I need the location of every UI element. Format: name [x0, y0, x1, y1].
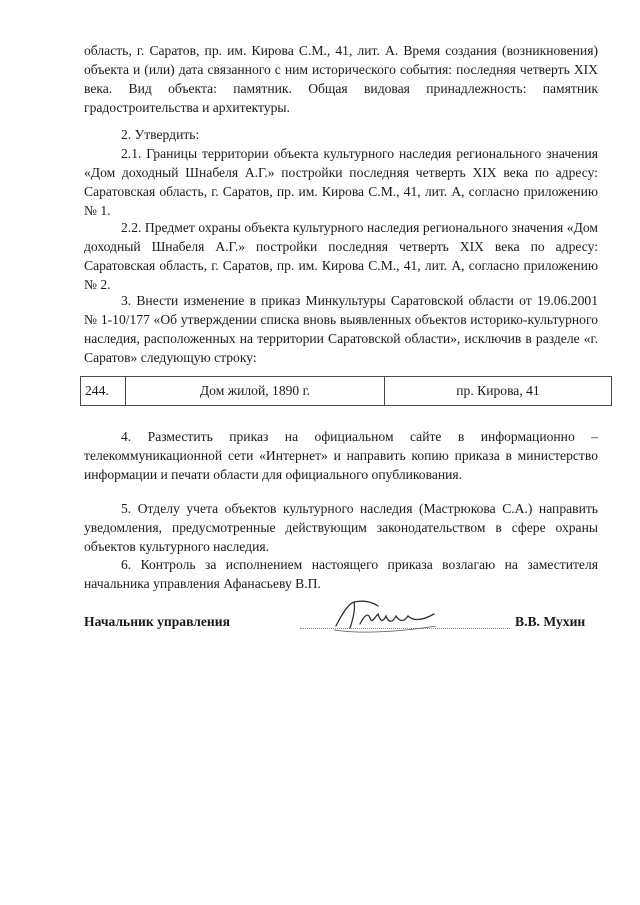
excluded-row-table	[80, 376, 612, 406]
paragraph-3: 3. Внести изменение в приказ Минкультуры Саратовской области от 19.06.2001 № 1-10/177 «Об утверждении списка вновь выявленных объектов историко-культурного наследия, расположенных на территории Саратовской области», исключив в разделе «г. Саратов» следующую строку:	[84, 293, 598, 365]
paragraph-approve: 2. Утвердить:	[121, 127, 200, 142]
paragraph-4: 4. Разместить приказ на официальном сайте в информационно – телекоммуникационной сети «Интернет» и направить копию приказа в министерство информации и печати области для официального опубликования.	[84, 429, 598, 482]
table-row	[81, 377, 612, 406]
signatory-position: Начальник управления	[84, 614, 230, 629]
signatory-name: В.В. Мухин	[515, 614, 586, 629]
paragraph-2-2: 2.2. Предмет охраны объекта культурного наследия регионального значения «Дом доходный Шнабеля А.Г.» постройки последняя четверть XIX века по адресу: Саратовская область, г. Саратов, пр. им. Кирова С.М., 41, лит. А, согласно приложению № 2.	[84, 220, 598, 292]
paragraph-6: 6. Контроль за исполнением настоящего приказа возлагаю на заместителя начальника управления Афанасьеву В.П.	[84, 557, 598, 591]
row-number-cell: 244.	[81, 377, 126, 406]
handwritten-signature	[330, 596, 440, 636]
paragraph-5: 5. Отделу учета объектов культурного наследия (Мастрюкова С.А.) направить уведомления, предусмотренные действующим законодательством в сфере охраны объектов культурного наследия.	[84, 501, 598, 554]
paragraph-2-1: 2.1. Границы территории объекта культурного наследия регионального значения «Дом доходный Шнабеля А.Г.» постройки последняя четверть XIX века по адресу: Саратовская область, г. Саратов, пр. им. Кирова С.М., 41, лит. А, согласно приложению № 1.	[84, 146, 598, 218]
address-cell: пр. Кирова, 41	[385, 377, 612, 406]
paragraph-object-info: область, г. Саратов, пр. им. Кирова С.М., 41, лит. А. Время создания (возникновения) объекта и (или) дата связанного с ним исторического события: последняя четверть XIX века. Вид объекта: памятник. Общая видовая принадлежность: памятник градостроительства и архитектуры.	[84, 43, 598, 115]
object-name-cell: Дом жилой, 1890 г.	[126, 377, 385, 406]
